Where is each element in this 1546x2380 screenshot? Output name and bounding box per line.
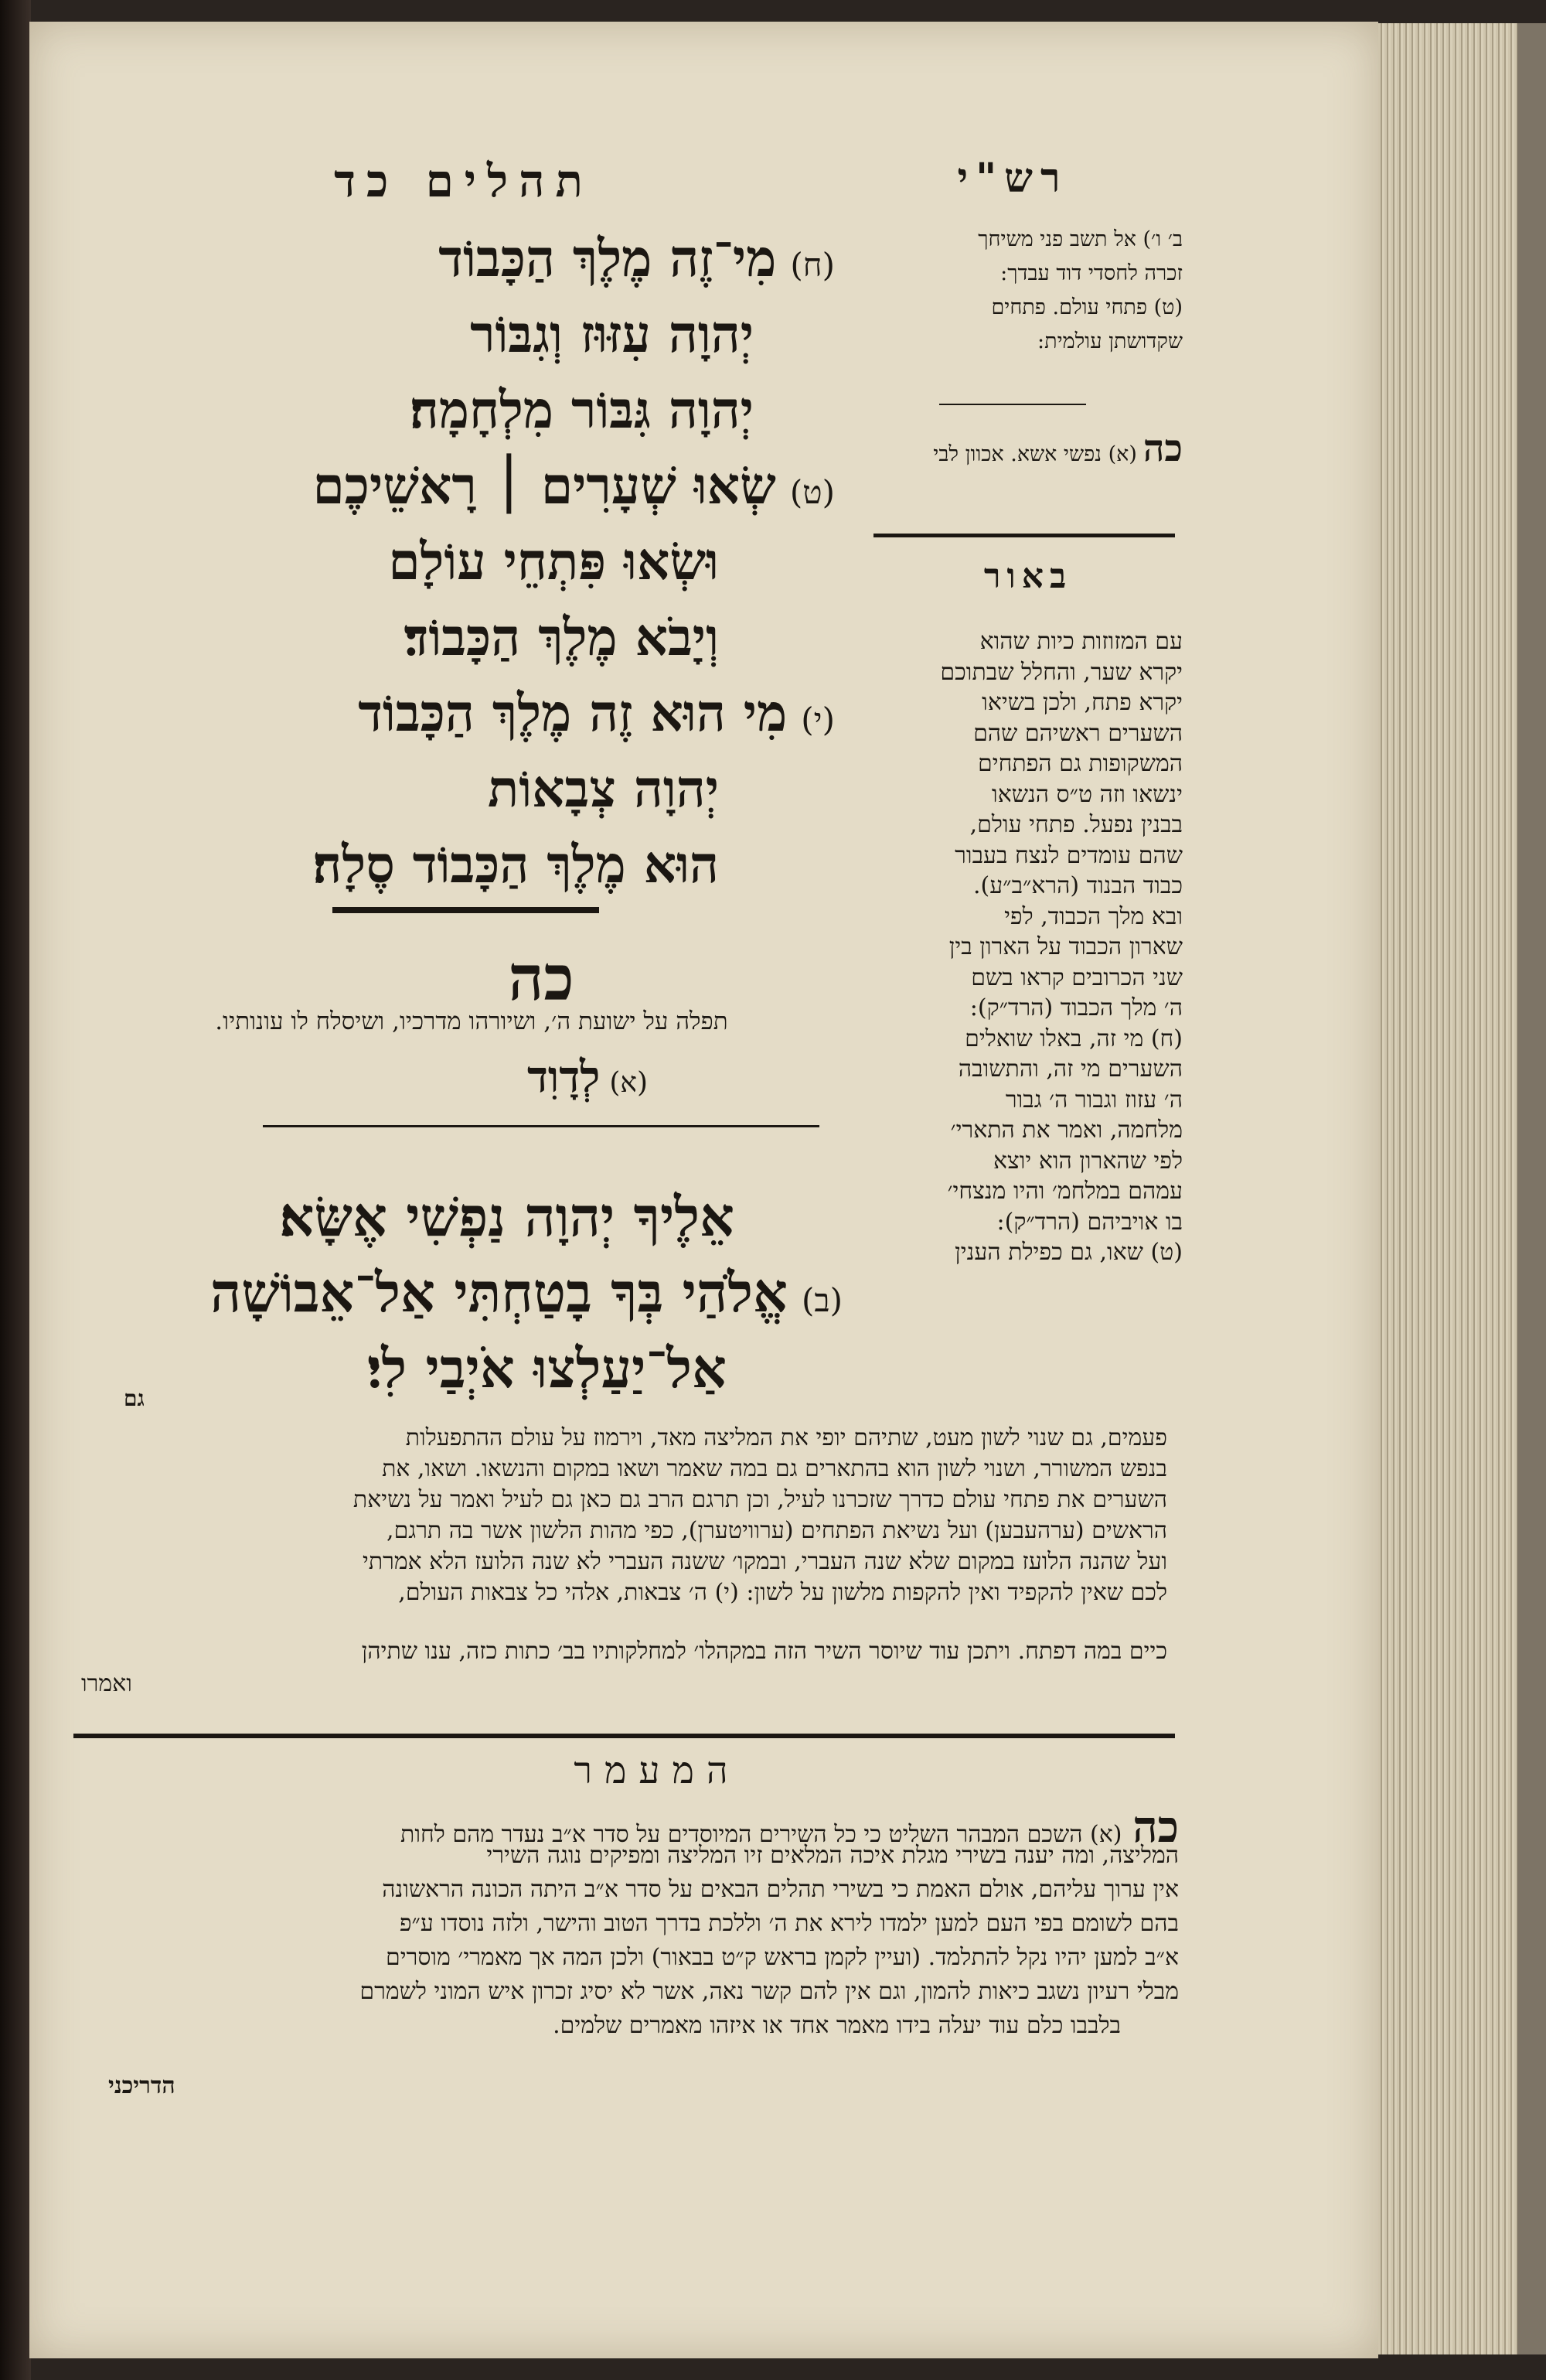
verse-text: מִי־זֶה מֶלֶךְ הַכָּבוֹד bbox=[438, 228, 777, 288]
column-divider bbox=[873, 534, 1175, 537]
biur-heading: באור bbox=[983, 557, 1073, 596]
verse-text: לְדָוִד bbox=[526, 1052, 601, 1103]
hameamer-line: בלבבו כלם עוד יעלה בידו מאמר אחד או איזהו מאמרים שלמים. bbox=[553, 2012, 1121, 2039]
verse-number: (ט) bbox=[789, 473, 835, 511]
verse-text: אֱלֹהַי בְּךָ בָטַחְתִּי אַל־אֵבוֹשָׁה bbox=[210, 1260, 788, 1325]
rashi-line: ב׳ ו׳) אל תשב פני משיחך bbox=[978, 227, 1183, 251]
verse-text: יְהוָה עִזּוּז וְגִבּוֹר bbox=[470, 304, 754, 364]
biur-full-line: הראשים (ערהעבען) ועל נשיאת הפתחים (ערוויטערן), כפי מהות הלשון אשר בה תרגם, bbox=[386, 1517, 1167, 1544]
biur-line: (ח) מי זה, באלו שואלים bbox=[965, 1025, 1183, 1052]
psalm-25-verses bbox=[155, 1179, 843, 1407]
verse-text: וְיָבֹא מֶלֶךְ הַכָּבוֹד׃ bbox=[404, 607, 719, 667]
biur-line: שהם עומדים לנצח בעבור bbox=[955, 841, 1183, 869]
biur-full-line: ואמרו bbox=[81, 1670, 132, 1697]
psalm-25-number: כה bbox=[508, 942, 574, 1014]
verse-text: אַל־יַעַלְצוּ אֹיְבַי לִי׃ bbox=[366, 1336, 727, 1400]
verse-line bbox=[294, 523, 835, 599]
hameamer-psalm-label: כה bbox=[1132, 1802, 1179, 1853]
hameamer-line: אין ערוך עליהם, אולם האמת כי בשירי תהלים הבאים על סדר א״ב היתה הכונה הראשונה bbox=[382, 1876, 1179, 1903]
verse-text: וּשְׂאוּ פִּתְחֵי עוֹלָם bbox=[388, 531, 719, 592]
biur-line: שארון הכבוד על הארון בין bbox=[948, 933, 1183, 960]
book-cover-edge bbox=[1517, 23, 1546, 2354]
biur-line: בו אויביהם (הרד״ק): bbox=[996, 1208, 1183, 1236]
rashi-divider bbox=[939, 404, 1086, 405]
hameamer-line: בהם לשומם בפי העם למען ילמדו לירא את ה׳ וללכת בדרך הטוב והישר, ולזה נוסדו ע״פ bbox=[399, 1910, 1179, 1937]
psalm-25-subtitle: תפלה על ישועת ה׳, ושיורהו מדרכיו, ושיסלח לו עונותיו. bbox=[215, 1008, 728, 1035]
verse-line bbox=[294, 751, 835, 827]
section-divider bbox=[332, 907, 599, 913]
biur-line: ה׳ עזוז וגבור ה׳ גבור bbox=[1005, 1086, 1183, 1113]
page-catchword: הדריכני bbox=[108, 2072, 175, 2099]
biur-full-line: כיים במה דפתח. ויתכן עוד שיוסר השיר הזה במקהלו׳ למחלקותיו בב׳ כתות כזה, ענו שתיהן bbox=[361, 1638, 1167, 1665]
page-fore-edge bbox=[1378, 23, 1517, 2354]
verse-line bbox=[294, 675, 835, 751]
hameamer-line: מבלי רעיון נשגב כיאות להמון, וגם אין להם קשר נאה, אשר לא יסיג זכרון איש המוני לשמרם bbox=[359, 1978, 1179, 2005]
verse-line bbox=[294, 296, 835, 372]
biur-full-line: ועל שהנה הלועז במקום שלא שנה העברי, ובמקו׳ ששנה העברי לא שנה הלועז הלא אמרתי bbox=[363, 1548, 1167, 1575]
biur-line: יקרא פתח, ולכן בשיאו bbox=[982, 689, 1183, 716]
rashi-heading: רש"י bbox=[957, 155, 1068, 202]
verse-text: אֵלֶיךָ יְהוָה נַפְשִׁי אֶשָּׂא׃ bbox=[279, 1185, 734, 1249]
book-binding-shadow bbox=[0, 0, 31, 2380]
biur-line: ה׳ מלך הכבוד (הרד״ק): bbox=[969, 994, 1183, 1021]
biur-line: עמהם במלחמ׳ והיו מנצחי׳ bbox=[947, 1178, 1183, 1205]
hameamer-text: (א) השכם המבהר השליט כי כל השירים המיוסדים על סדר א״ב נעדר מהם לחות bbox=[400, 1821, 1122, 1848]
biur-line: מלחמה, ואמר את התארי׳ bbox=[950, 1117, 1183, 1144]
biur-line: יקרא שער, והחלל שבתוכם bbox=[940, 658, 1183, 686]
biur-line: ובא מלך הכבוד, לפי bbox=[1004, 902, 1183, 930]
rashi-line: (ט) פתחי עולם. פתחים bbox=[991, 295, 1183, 319]
biur-full-line: בנפש המשורר, ושנוי לשון הוא בהתארים גם במה שאמר ושאו במקום והנשאו. ושאו, את bbox=[382, 1455, 1167, 1482]
rashi-psalm-25 bbox=[873, 427, 1183, 470]
biur-commentary bbox=[873, 626, 1183, 1268]
biur-line: לפי שהארון הוא יוצא bbox=[993, 1147, 1183, 1175]
hameamer-heading: המעמר bbox=[574, 1749, 741, 1792]
biur-catchword: גם bbox=[124, 1386, 145, 1411]
biur-line: (ט) שאו, גם כפילת הענין bbox=[955, 1239, 1183, 1266]
rashi-line: שקדושתן עולמית: bbox=[1037, 329, 1183, 353]
hameamer-line: המליצה, ומה יענה בשירי מגלת איכה המלאים זיו המליצה ומפיקים נוגה השירי bbox=[486, 1842, 1179, 1869]
verse-text: מִי הוּא זֶה מֶלֶךְ הַכָּבוֹד bbox=[358, 683, 788, 743]
page-title: תהלים כד bbox=[334, 155, 594, 207]
verse-line bbox=[155, 1255, 843, 1331]
verse-line bbox=[155, 1331, 843, 1407]
section-divider bbox=[263, 1125, 819, 1127]
biur-line: השערים ראשיהם שהם bbox=[973, 719, 1183, 747]
verse-text: שְׂאוּ שְׁעָרִים ׀ רָאשֵׁיכֶם bbox=[312, 455, 776, 516]
verse-text: יְהוָה גִּבּוֹר מִלְחָמָה׃ bbox=[409, 380, 754, 440]
verse-line bbox=[294, 827, 835, 902]
biur-full-line: לכם שאין להקפיד ואין להקפות מלשון על לשון: (י) ה׳ צבאות, אלהי כל צבאות העולם, bbox=[398, 1579, 1167, 1606]
psalm-25-ledavid bbox=[433, 1052, 742, 1103]
biur-line: כבוד הבנוד (הרא״ב״ע). bbox=[972, 872, 1183, 899]
verse-line bbox=[294, 220, 835, 296]
verse-text: יְהוָה צְבָאוֹת bbox=[488, 759, 719, 819]
verse-line bbox=[294, 448, 835, 523]
verse-number: (י) bbox=[801, 701, 835, 738]
verse-number: (א) bbox=[609, 1067, 649, 1099]
psalm-24-verses bbox=[294, 220, 835, 902]
verse-number: (ב) bbox=[801, 1281, 843, 1319]
biur-line: שני הכרובים קראו בשם bbox=[971, 963, 1183, 991]
verse-line bbox=[155, 1179, 843, 1255]
rashi-psalm-text: (א) נפשי אשא. אכוון לבי bbox=[933, 442, 1137, 466]
biur-line: בבנין נפעל. פתחי עולם, bbox=[969, 811, 1183, 838]
section-divider bbox=[73, 1734, 1175, 1738]
biur-full-line: פעמים, גם שנוי לשון מעט, שתיהם יופי את המליצה מאד, וירמוז על עולם ההתפעלות bbox=[405, 1424, 1167, 1451]
rashi-psalm-label: כה bbox=[1142, 427, 1183, 470]
biur-line: המשקופות גם הפתחים bbox=[977, 750, 1183, 777]
biur-line: ינשאו וזה ט״ס הנשאו bbox=[992, 780, 1183, 808]
verse-number: (ח) bbox=[790, 246, 835, 284]
biur-line: השערים מי זה, והתשובה bbox=[958, 1055, 1183, 1083]
hameamer-line: א״ב למען יהיו נקל להתלמד. (ועיין לקמן בראש ק״ט בבאור) ולכן המה אך מאמרי׳ מוסרים bbox=[386, 1944, 1179, 1971]
rashi-line: זכרה לחסדי דוד עבדך: bbox=[1000, 261, 1183, 285]
verse-text: הוּא מֶלֶךְ הַכָּבוֹד סֶלָה׃ bbox=[312, 834, 719, 895]
verse-line bbox=[294, 372, 835, 448]
rashi-commentary bbox=[873, 223, 1183, 359]
verse-line bbox=[294, 599, 835, 675]
biur-line: עם המזוזות כיות שהוא bbox=[979, 628, 1183, 655]
biur-full-line: השערים את פתחי עולם כדרך שזכרנו לעיל, וכן תרגם הרב גם כאן גם לעיל ואמר על נשיאת bbox=[352, 1486, 1167, 1513]
